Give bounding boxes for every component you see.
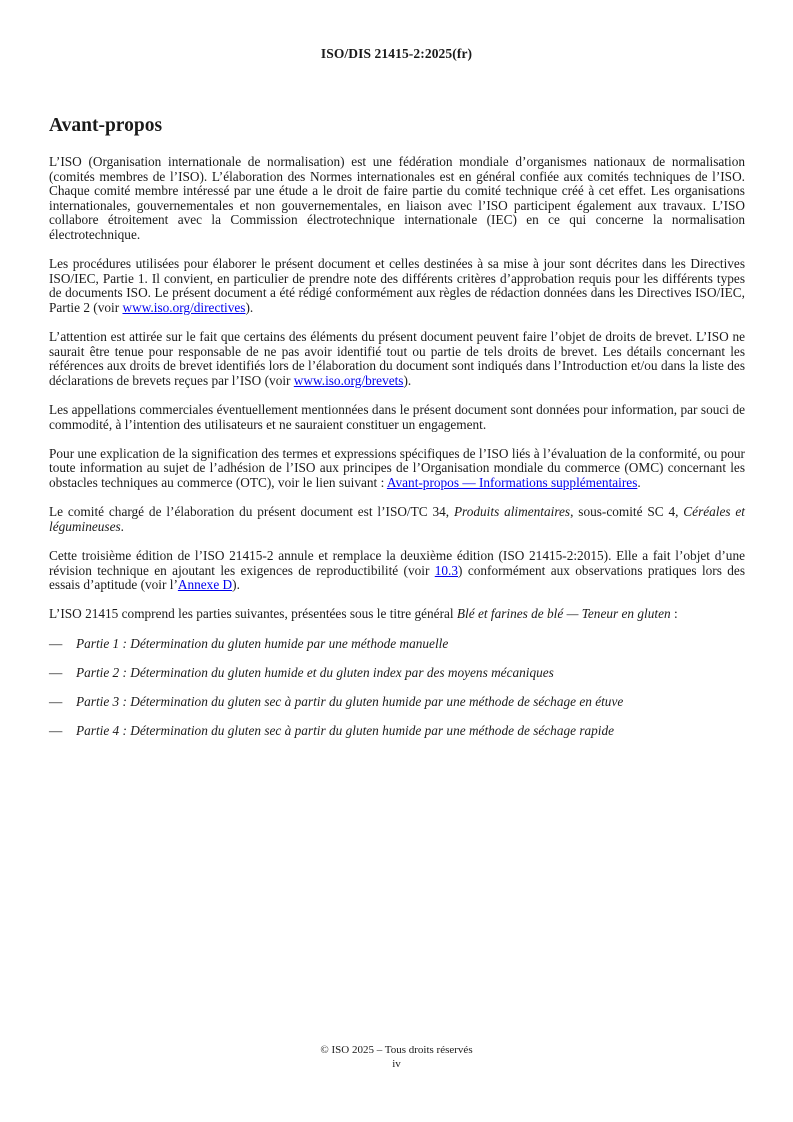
paragraph-trade-names: Les appellations commerciales éventuellement mentionnées dans le présent document sont données pour information, par souci de commodité, à l’intention des utilisateurs et ne sauraient constituer un engagement. <box>49 402 745 432</box>
page-content <box>49 114 745 753</box>
general-title: Blé et farines de blé — Teneur en gluten <box>456 606 671 622</box>
paragraph-conformity <box>49 447 745 491</box>
paragraph-text: ). <box>232 577 240 593</box>
parts-list <box>49 637 745 739</box>
part-title: Partie 2 : Détermination du gluten humide et du gluten index par des moyens mécaniques <box>76 664 554 680</box>
paragraph-text: . <box>120 518 124 534</box>
subcommittee-name: Céréales et légumineuses <box>49 504 746 534</box>
part-title: Partie 4 : Détermination du gluten sec à partir du gluten humide par une méthode de séchage rapide <box>76 723 615 739</box>
paragraph-text: ) conformément aux observations pratiques lors des essais d’aptitude (voir l’ <box>49 562 745 593</box>
paragraph-parts-intro <box>49 607 745 622</box>
part-title: Partie 1 : Détermination du gluten humide par une méthode manuelle <box>76 635 449 651</box>
section-title: Avant-propos <box>49 115 163 136</box>
paragraph-text: Les procédures utilisées pour élaborer le présent document et celles destinées à sa mise à jour sont décrites dans les Directives ISO/IEC, Partie 1. Il convient, en particulier de prendre note des différents critères d’approbation requis pour les différents types de documents ISO. Le présent document a été rédigé conformément aux règles de rédaction données dans les Directives ISO/IEC, Partie 2 (voir <box>49 256 745 315</box>
page-footer <box>0 1043 793 1071</box>
clause-10-3-link[interactable]: 10.3 <box>434 562 459 578</box>
paragraph-text: : <box>670 606 678 622</box>
directives-link[interactable]: www.iso.org/directives <box>122 299 246 315</box>
paragraph-committee <box>49 505 745 534</box>
list-item-part-2 <box>49 666 745 681</box>
paragraph-text: L’ISO 21415 comprend les parties suivantes, présentées sous le titre général <box>49 606 457 622</box>
paragraph-iso-intro: L’ISO (Organisation internationale de normalisation) est une fédération mondiale d’organismes nationaux de normalisation (comités membres de l’ISO). L’élaboration des Normes internationales est en général confiée aux comités techniques de l’ISO. Chaque comité membre intéressé par une étude a le droit de faire partie du comité technique créé à cet effet. Les organisations internationales, gouvernementales et non gouvernementales, en liaison avec l’ISO participent également aux travaux. L’ISO collabore étroitement avec la Commission électrotechnique internationale (IEC) en ce qui concerne la normalisation électrotechnique. <box>49 154 745 242</box>
paragraph-text: . <box>637 475 641 491</box>
paragraph-text: L’attention est attirée sur le fait que certains des éléments du présent document peuvent faire l’objet de droits de brevet. L’ISO ne saurait être tenue pour responsable de ne pas avoir identifié tout ou partie de tels droits de brevet. Les détails concernant les références aux droits de brevet identifiés lors de l’élaboration du document sont indiqués dans l’Introduction et/ou dans la liste des déclarations de brevets reçues par l’ISO (voir <box>49 329 745 388</box>
paragraph-text: Le comité chargé de l’élaboration du présent document est l’ISO/TC 34, <box>49 504 454 520</box>
page-number: iv <box>392 1058 401 1070</box>
list-item-part-3 <box>49 695 745 710</box>
paragraph-text: , sous-comité SC 4, <box>570 504 684 520</box>
document-id: ISO/DIS 21415-2:2025(fr) <box>320 46 473 61</box>
paragraph-text: Cette troisième édition de l’ISO 21415-2 annule et remplace la deuxième édition (ISO 21415-2:2015). Elle a fait l’objet d’une révision technique en ajoutant les exigences de reproductibilité (voir <box>49 548 745 578</box>
list-item-part-1 <box>49 637 745 652</box>
paragraph-text: ). <box>403 372 412 388</box>
paragraph-text: Pour une explication de la signification des termes et expressions spécifiques de l’ISO liés à l’évaluation de la conformité, ou pour toute information au sujet de l’adhésion de l’ISO aux principes de l’Organisation mondiale du commerce (OMC) concernant les obstacles techniques au commerce (OTC), voir le lien suivant : <box>49 445 745 491</box>
dash-bullet: — <box>49 635 63 651</box>
page-header <box>0 46 793 62</box>
annex-d-link[interactable]: Annexe D <box>177 577 233 593</box>
dash-bullet: — <box>49 664 63 680</box>
paragraph-text: ). <box>245 299 254 315</box>
patents-link[interactable]: www.iso.org/brevets <box>293 372 404 388</box>
paragraph-patents <box>49 330 745 388</box>
dash-bullet: — <box>49 723 63 739</box>
committee-name: Produits alimentaires <box>453 504 571 520</box>
part-title: Partie 3 : Détermination du gluten sec à partir du gluten humide par une méthode de séchage en étuve <box>76 693 624 709</box>
foreword-supplementary-info-link[interactable]: Avant-propos — Informations supplémentaires <box>386 475 638 491</box>
list-item-part-4 <box>49 724 745 739</box>
paragraph-edition <box>49 549 745 593</box>
dash-bullet: — <box>49 693 63 709</box>
copyright-notice: © ISO 2025 – Tous droits réservés <box>320 1044 473 1056</box>
paragraph-procedures <box>49 257 745 315</box>
